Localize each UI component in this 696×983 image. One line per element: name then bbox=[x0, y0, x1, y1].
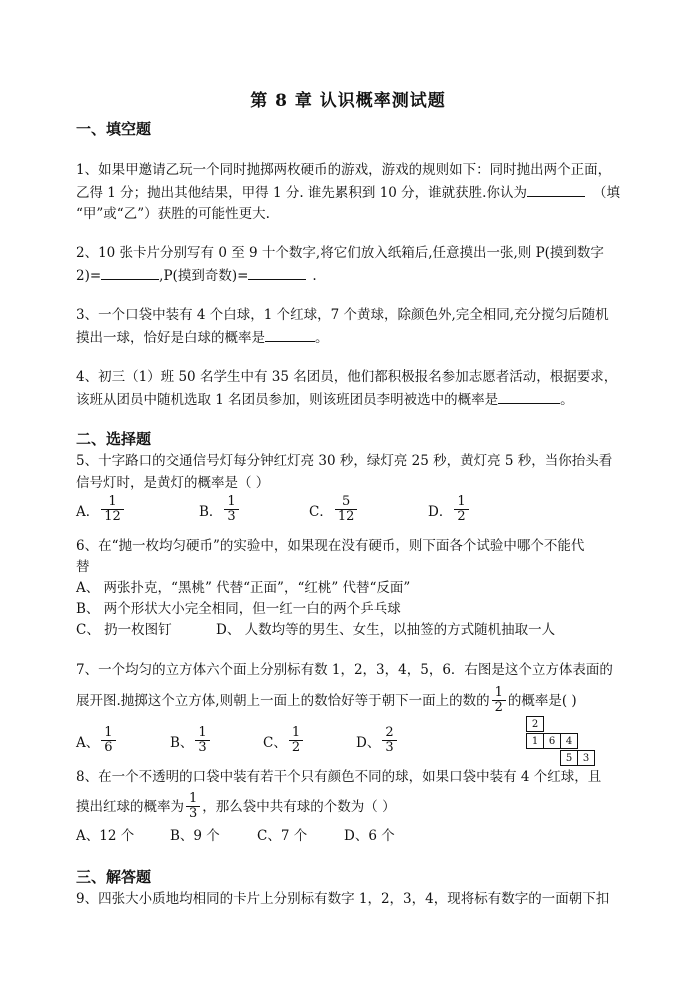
q8-line-2 bbox=[76, 792, 396, 821]
q3-line-2 bbox=[76, 327, 329, 348]
section-multiple-choice: 二、选择题 bbox=[76, 430, 152, 448]
q2-line-1: 2、10 张卡片分别写有 0 至 9 十个数字,将它们放入纸箱后,任意摸出一张,则 P(摸到数字 bbox=[76, 245, 604, 261]
option-label: A、 bbox=[76, 734, 100, 751]
option-label: C、 bbox=[263, 734, 287, 751]
q7-line-2 bbox=[76, 686, 577, 715]
page-title: 第 8 章 认识概率测试题 bbox=[250, 91, 446, 111]
fraction: $\frac{1}{2}$ bbox=[492, 686, 506, 715]
q1-text-a: 乙得 1 分；抛出其他结果，甲得 1 分. 谁先累积到 10 分，谁就获胜.你认为 bbox=[76, 185, 527, 201]
q4-line-1: 4、初三（1）班 50 名学生中有 35 名团员，他们都积极报名参加志愿者活动，根据要求， bbox=[76, 369, 618, 385]
q1-line-3: “甲”或“乙”）获胜的可能性更大. bbox=[76, 206, 270, 222]
q8-option-b[interactable]: B、9 个 bbox=[170, 828, 220, 844]
q2-text-b: ,P(摸到奇数)= bbox=[159, 268, 249, 284]
q2-text-a: 2)= bbox=[76, 268, 102, 284]
q7-text-a: 展开图.抛掷这个立方体,则朝上一面上的数恰好等于朝下一面上的数的 bbox=[76, 692, 490, 709]
fraction: $\frac{2}{3}$ bbox=[382, 726, 396, 755]
q4-line-2 bbox=[76, 389, 574, 410]
q5-option-b[interactable] bbox=[199, 495, 241, 524]
q5-option-a[interactable] bbox=[76, 495, 126, 524]
q1-answer-blank[interactable] bbox=[527, 182, 585, 197]
q4-text-b: 。 bbox=[560, 392, 574, 408]
q8-line-1: 8、在一个不透明的口袋中装有若干个只有颜色不同的球，如果口袋中装有 4 个红球，且 bbox=[76, 769, 602, 785]
fraction: $\frac{1}{2}$ bbox=[289, 726, 303, 755]
fraction: $\frac{1}{2}$ bbox=[454, 495, 468, 524]
cube-face: 6 bbox=[543, 733, 561, 749]
fraction: $\frac{1}{6}$ bbox=[101, 726, 115, 755]
q4-answer-blank[interactable] bbox=[498, 389, 560, 404]
section-problem-solving: 三、解答题 bbox=[76, 868, 152, 886]
option-label: D． bbox=[428, 503, 453, 520]
q5-line-2: 信号灯时，是黄灯的概率是（ ） bbox=[76, 475, 270, 491]
q7-option-a[interactable] bbox=[76, 726, 118, 755]
q6-line-1: 6、在“抛一枚均匀硬币”的实验中，如果现在没有硬币，则下面各个试验中哪个不能代 bbox=[76, 538, 585, 554]
q8-option-a[interactable]: A、12 个 bbox=[76, 828, 135, 844]
q7-option-d[interactable] bbox=[356, 726, 399, 755]
q7-option-c[interactable] bbox=[263, 726, 305, 755]
fraction: $\frac{1}{12}$ bbox=[101, 495, 124, 524]
q1-text-b: （填 bbox=[592, 185, 620, 201]
q5-option-c[interactable] bbox=[309, 495, 359, 524]
q5-option-d[interactable] bbox=[428, 495, 471, 524]
q6-option-a[interactable]: A、 两张扑克，“黑桃” 代替“正面”，“红桃” 代替“反面” bbox=[76, 580, 411, 596]
option-label: B、 bbox=[170, 734, 194, 751]
q3-text-a: 摸出一球，恰好是白球的概率是 bbox=[76, 330, 265, 346]
fraction: $\frac{1}{3}$ bbox=[186, 792, 200, 821]
option-label: A． bbox=[76, 503, 100, 520]
q8-option-d[interactable]: D、6 个 bbox=[344, 828, 395, 844]
q3-answer-blank[interactable] bbox=[265, 327, 315, 342]
cube-face: 2 bbox=[526, 716, 544, 732]
q8-text-b: ，那么袋中共有球的个数为（ ） bbox=[202, 798, 396, 815]
cube-face: 4 bbox=[560, 733, 578, 749]
q2-answer-blank-1[interactable] bbox=[101, 265, 159, 280]
q2-answer-blank-2[interactable] bbox=[248, 265, 306, 280]
q1-line-1: 1、如果甲邀请乙玩一个同时抛掷两枚硬币的游戏，游戏的规则如下：同时抛出两个正面， bbox=[76, 162, 612, 178]
q2-line-2 bbox=[76, 265, 317, 286]
q7-option-b[interactable] bbox=[170, 726, 212, 755]
cube-face: 3 bbox=[577, 750, 595, 766]
q3-text-b: 。 bbox=[315, 330, 329, 346]
q6-option-b[interactable]: B、 两个形状大小完全相同，但一红一白的两个乒乓球 bbox=[76, 601, 401, 617]
q6-option-d[interactable]: D、 人数均等的男生、女生，以抽签的方式随机抽取一人 bbox=[216, 622, 556, 638]
fraction: $\frac{5}{12}$ bbox=[335, 495, 358, 524]
q8-option-c[interactable]: C、7 个 bbox=[257, 828, 308, 844]
section-fill-in: 一、填空题 bbox=[76, 120, 152, 138]
q8-text-a: 摸出红球的概率为 bbox=[76, 798, 184, 815]
fraction: $\frac{1}{3}$ bbox=[195, 726, 209, 755]
q7-text-b: 的概率是( ) bbox=[507, 692, 577, 709]
cube-net-diagram bbox=[519, 716, 609, 768]
q6-option-c[interactable]: C、 扔一枚图钉 bbox=[76, 622, 172, 638]
option-label: C． bbox=[309, 503, 333, 520]
fraction: $\frac{1}{3}$ bbox=[224, 495, 238, 524]
option-label: D、 bbox=[356, 734, 381, 751]
q3-line-1: 3、一个口袋中装有 4 个白球，1 个红球，7 个黄球，除颜色外,完全相同,充分搅匀后随机 bbox=[76, 307, 609, 323]
cube-face: 5 bbox=[560, 750, 578, 766]
q5-line-1: 5、十字路口的交通信号灯每分钟红灯亮 30 秒，绿灯亮 25 秒，黄灯亮 5 秒，当你抬头看 bbox=[76, 453, 613, 469]
q9-line-1: 9、四张大小质地均相同的卡片上分别标有数字 1，2，3，4，现将标有数字的一面朝下扣 bbox=[76, 891, 610, 907]
q7-line-1: 7、一个均匀的立方体六个面上分别标有数 1，2，3，4，5，6．右图是这个立方体表面的 bbox=[76, 662, 613, 678]
option-label: B． bbox=[199, 503, 223, 520]
q2-text-c: . bbox=[312, 268, 317, 284]
cube-face: 1 bbox=[526, 733, 544, 749]
q4-text-a: 该班从团员中随机选取 1 名团员参加，则该班团员李明被选中的概率是 bbox=[76, 392, 499, 408]
q1-line-2 bbox=[76, 182, 620, 203]
q6-line-2: 替 bbox=[76, 559, 90, 575]
